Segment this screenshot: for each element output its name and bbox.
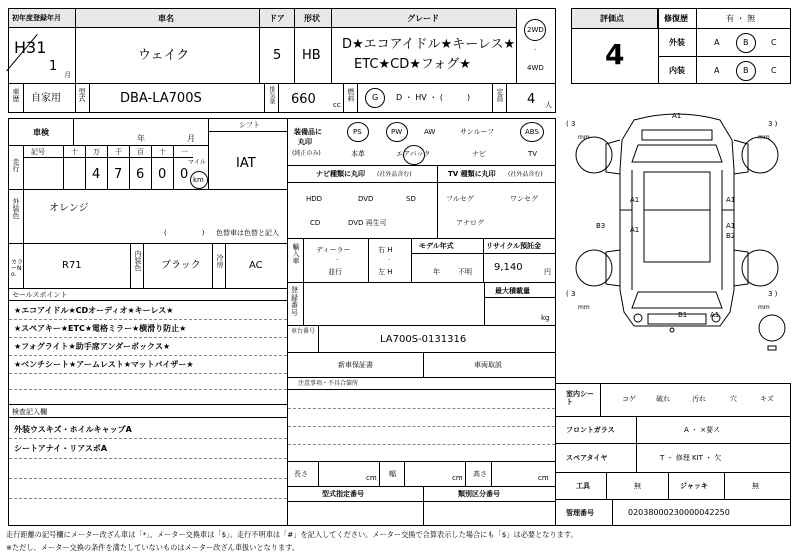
- inspection-cell: 車検 年 月: [8, 118, 209, 146]
- footer-note-1: 走行距離の記号欄にメーター改ざん車は「*」、メーター交換車は「$」、走行不明車は「#」を記入してください。メーター交換で合算表示した場合にも「$」は必要となります。: [6, 530, 578, 539]
- import-cell: 輸入車 ディーラー · 並行 右 H · 左 H: [287, 238, 412, 283]
- svg-text:( 3: ( 3: [566, 120, 576, 128]
- mileage-cell: 走行 記号 十 万 千 百 十 一 4 7 6 0 0 マイル km: [8, 145, 209, 190]
- car-diagram: ( 3 mm 3 ) mm ( 3 mm 3 ) mm A1 A1 A1 A1 B3 A1 B2 B1 A1: [562, 100, 792, 370]
- shape-header: 形状: [294, 8, 332, 28]
- usage-cell: 車歴 自家用: [8, 83, 76, 113]
- notes-cell: 注意事項・不具合箇所: [287, 377, 556, 462]
- svg-text:3 ): 3 ): [768, 290, 778, 298]
- dimensions-cell: 長さ cm 幅 cm 高さ cm: [287, 461, 556, 487]
- equipment-cell: 装備品に 丸印 (純正のみ) PS PW AW サンルーフ ABS 本革 エアバック ナビ TV: [287, 118, 556, 166]
- tv-cell: TV 種類に丸印 (社外品含む) フルセグ ワンセグ アナログ: [437, 165, 556, 239]
- reg-number-cell: 登録番号: [287, 282, 485, 326]
- score-value: 4: [605, 38, 625, 71]
- displacement-cell: 排気量 660 cc: [264, 83, 344, 113]
- first-reg-header: 初年度登録年月: [8, 8, 76, 28]
- svg-text:3 ): 3 ): [768, 120, 778, 128]
- door-value: 5: [259, 27, 295, 84]
- grade-value: D★エコアイドル★キーレス★ ETC★CD★フォグ★: [331, 27, 517, 84]
- fuel-cell: 燃料 G D ・ HV ・ ( ): [343, 83, 493, 113]
- svg-text:mm: mm: [758, 304, 770, 311]
- score-box: 評価点 4 修復歴 有 ・ 無 外装 A B C 内装 A B C: [571, 8, 791, 84]
- car-name-value: ウェイク: [75, 27, 260, 84]
- sales-points-cell: セールスポイント ★エコアイドル★CDオーディオ★キーレス★ ★スペアキー★ETC★電格ミラー★横滑り防止★ ★フォグライト★助手席アンダーボックス★ ★ベンチシート★アームレスト★マットバイザー★: [8, 288, 288, 405]
- model-year-cell: モデル年式 年 不明: [411, 238, 484, 283]
- max-load-cell: 最大積載量 kg: [484, 282, 556, 326]
- recycle-cell: リサイクル預託金 9,140 円: [483, 238, 556, 283]
- svg-text:mm: mm: [578, 134, 590, 141]
- svg-text:( 3: ( 3: [566, 290, 576, 298]
- car-diagram-svg: [562, 100, 792, 370]
- footer-note-2: ※ただし、メーター交換の条件を満たしていないものはメーター改ざん車扱いとなります。: [6, 543, 299, 552]
- navi-cell: ナビ種類に丸印 (社外品含む) HDD DVD SD CD DVD 再生可: [287, 165, 438, 239]
- model-cell: 型式 DBA-LA700S: [75, 83, 265, 113]
- car-name-header: 車名: [75, 8, 260, 28]
- class-number-cell: 類別区分番号: [423, 486, 556, 526]
- first-reg-value: H31 1 月: [8, 27, 76, 84]
- inspector-cell: 検査記入欄 外装ウスキズ・ホイルキャップA シートアナイ・リアスポA: [8, 404, 288, 526]
- capacity-cell: 定員 4 人: [492, 83, 556, 113]
- chassis-cell: 車台番号 LA700S-0131316: [287, 325, 556, 353]
- door-header: ドア: [259, 8, 295, 28]
- svg-text:mm: mm: [758, 134, 770, 141]
- color-code-cell: カラーNo. R71 内装色 ブラック 冷房 AC: [8, 243, 288, 289]
- manual-cell: 車両取説: [423, 352, 556, 378]
- svg-text:mm: mm: [578, 304, 590, 311]
- drive-cell: 2WD · 4WD: [516, 8, 556, 84]
- tools-row: 工具 無 ジャッキ 無: [555, 472, 791, 500]
- spare-tire-row: スペアタイヤ T ・ 修理 KIT ・ 欠: [555, 443, 791, 473]
- front-glass-row: フロントガラス A ・ ×要ス: [555, 416, 791, 444]
- color-cell: 外装色 オレンジ ( ) 色替車は色替と記入: [8, 189, 288, 244]
- interior-seat-row: 室内シート コゲ 破れ 汚れ 穴 キズ: [555, 383, 791, 417]
- warranty-cell: 新車保証書: [287, 352, 424, 378]
- type-number-cell: 型式指定番号: [287, 486, 424, 526]
- shift-cell: シフト IAT: [208, 118, 288, 190]
- management-number-row: 管理番号 02038000230000042250: [555, 499, 791, 526]
- grade-header: グレード: [331, 8, 517, 28]
- shape-value: HB: [294, 27, 332, 84]
